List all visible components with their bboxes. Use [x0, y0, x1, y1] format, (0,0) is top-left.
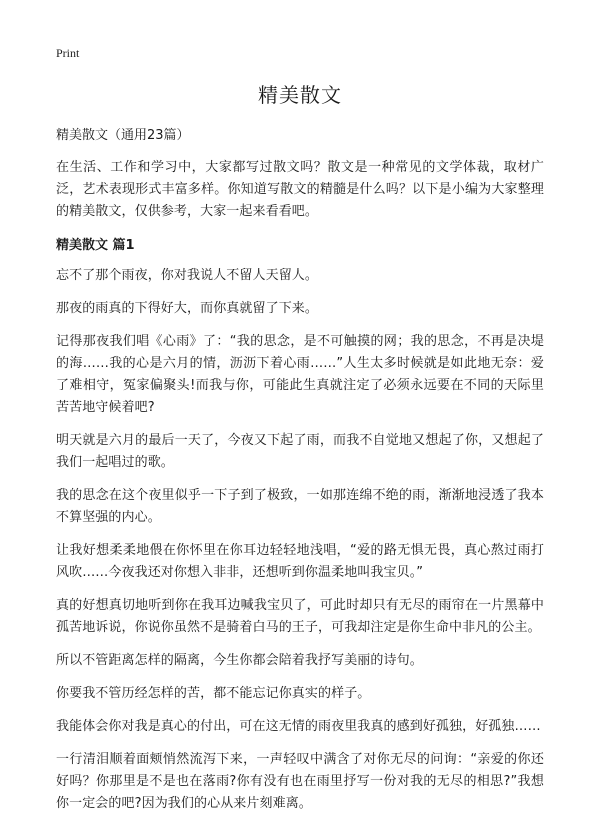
body-paragraph: 你要我不管历经怎样的苦，都不能忘记你真实的样子。 — [56, 686, 371, 701]
body-paragraph: 我的思念在这个夜里似乎一下子到了极致，一如那连绵不绝的雨，渐渐地浸透了我本不算坚强的内心。 — [56, 488, 544, 525]
section-heading: 精美散文 篇1 — [56, 238, 135, 253]
body-paragraph: 记得那夜我们唱《心雨》了：“我的思念，是不可触摸的网；我的思念，不再是决堤的海……我的心是六月的情，沥沥下着心雨……”人生太多时候就是如此地无奈：爱了难相守，冤家偏聚头!而我与你，可能此生真就注定了必须永远要在不同的天际里苦苦地守候着吧? — [56, 334, 544, 415]
body-paragraph: 忘不了那个雨夜，你对我说人不留人天留人。 — [56, 268, 319, 283]
intro-paragraph: 在生活、工作和学习中，大家都写过散文吗？散文是一种常见的文学体裁，取材广泛，艺术表现形式丰富多样。你知道写散文的精髓是什么吗？以下是小编为大家整理的精美散文，仅供参考，大家一起来看看吧。 — [56, 160, 544, 219]
body-paragraph: 明天就是六月的最后一天了，今夜又下起了雨，而我不自觉地又想起了你，又想起了我们一起唱过的歌。 — [56, 433, 544, 470]
body-paragraph: 我能体会你对我是真心的付出，可在这无情的雨夜里我真的感到好孤独，好孤独…… — [56, 719, 541, 734]
document-subtitle: 精美散文（通用23篇） — [56, 128, 190, 143]
body-paragraph: 一行清泪顺着面颊悄然流泻下来，一声轻叹中满含了对你无尽的问询：“亲爱的你还好吗？你那里是不是也在落雨?你有没有也在雨里抒写一份对我的无尽的相思?”我想你一定会的吧?因为我们的心从来片刻难离。 — [56, 752, 544, 811]
body-paragraph: 让我好想柔柔地偎在你怀里在你耳边轻轻地浅唱，“爱的路无惧无畏，真心熬过雨打风吹……今夜我还对你想入非非，还想听到你温柔地叫我宝贝。” — [56, 543, 544, 580]
print-link[interactable]: Print — [56, 46, 80, 60]
document-title: 精美散文 — [258, 83, 342, 107]
body-paragraph: 真的好想真切地听到你在我耳边喊我宝贝了，可此时却只有无尽的雨帘在一片黑幕中孤苦地诉说，你说你虽然不是骑着白马的王子，可我却注定是你生命中非凡的公主。 — [56, 598, 544, 635]
body-paragraph: 所以不管距离怎样的隔离，今生你都会陪着我抒写美丽的诗句。 — [56, 653, 423, 668]
body-paragraph: 那夜的雨真的下得好大，而你真就留了下来。 — [56, 301, 319, 316]
